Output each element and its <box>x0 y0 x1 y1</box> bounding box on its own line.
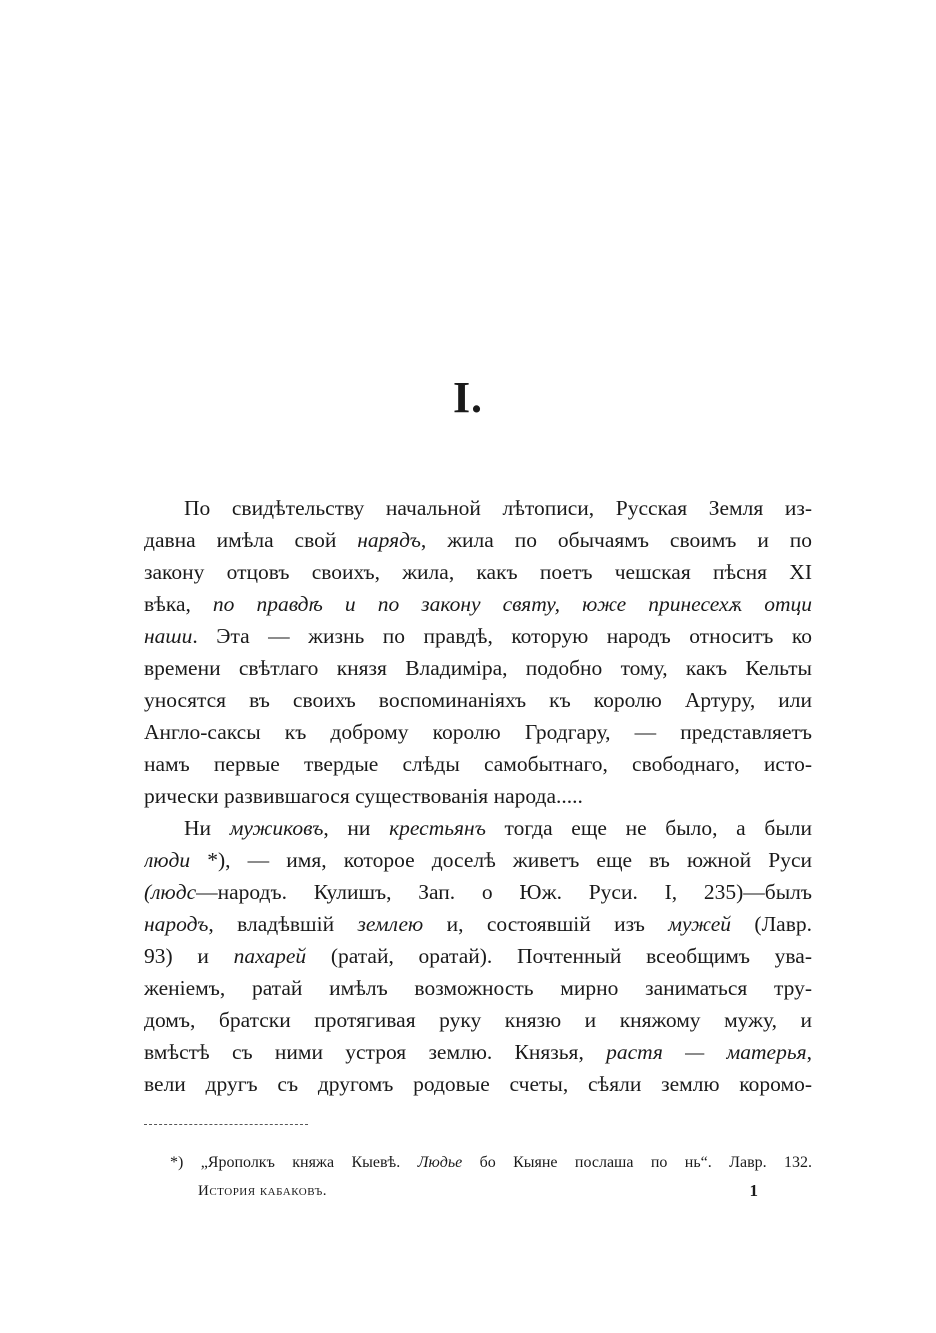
main-text <box>144 492 812 1100</box>
text-line: Ни мужиковъ, ни крестьянъ тогда еще не было, а были <box>184 816 812 840</box>
text-line: давна имѣла свой нарядъ, жила по обычаямъ своимъ и по <box>144 528 812 552</box>
text-line: Англо-саксы къ доброму королю Гродгару, — представляетъ <box>144 720 812 744</box>
text-line: люди *), — имя, которое доселѣ живетъ еще въ южной Руси <box>144 848 812 872</box>
text-line: рически развившагося существованія народа..... <box>144 784 583 808</box>
chapter-number: I. <box>452 373 484 422</box>
text-line: наши. Эта — жизнь по правдѣ, которую народъ относитъ ко <box>144 624 812 648</box>
paragraph-2 <box>144 812 812 1100</box>
text-line: домъ, братски протягивая руку князю и княжому мужу, и <box>144 1008 812 1032</box>
text-line: женіемъ, ратай имѣлъ возможность мирно заниматься тру- <box>144 976 812 1000</box>
text-line: 93) и пахарей (ратай, оратай). Почтенный всеобщимъ ува- <box>144 944 812 968</box>
text-line: вѣка, по правдѣ и по закону святу, юже принесехѫ отци <box>144 592 812 616</box>
text-line: (людс—народъ. Кулишъ, Зап. о Юж. Руси. I, 235)—былъ <box>144 880 812 904</box>
text-line: вели другъ съ другомъ родовые счеты, сѣяли землю коромо- <box>144 1072 812 1096</box>
text-line: закону отцовъ своихъ, жила, какъ поетъ чешская пѣсня XI <box>144 560 812 584</box>
text-line: вмѣстѣ съ ними устроя землю. Князья, растя — матерья, <box>144 1040 812 1064</box>
text-line: народъ, владѣвшій землею и, состоявшій изъ мужей (Лавр. <box>144 912 812 936</box>
text-line: намъ первые твердые слѣды самобытнаго, свободнаго, исто- <box>144 752 812 776</box>
paragraph-1 <box>144 492 812 812</box>
text-line: времени свѣтлаго князя Владиміра, подобно тому, какъ Кельты <box>144 656 812 680</box>
footnote-divider <box>144 1124 308 1125</box>
signature-number: 1 <box>749 1181 758 1200</box>
text-line: уносятся въ своихъ воспоминаніяхъ къ королю Артуру, или <box>144 688 812 712</box>
signature-title: История кабаковъ. <box>198 1183 328 1199</box>
printer-signature <box>198 1180 758 1202</box>
footnote: *) „Ярополкъ княжа Кыевѣ. Людье бо Кыяне послаша по нь“. Лавр. 132. <box>170 1154 813 1171</box>
text-line: По свидѣтельству начальной лѣтописи, Русская Земля из- <box>184 496 812 520</box>
